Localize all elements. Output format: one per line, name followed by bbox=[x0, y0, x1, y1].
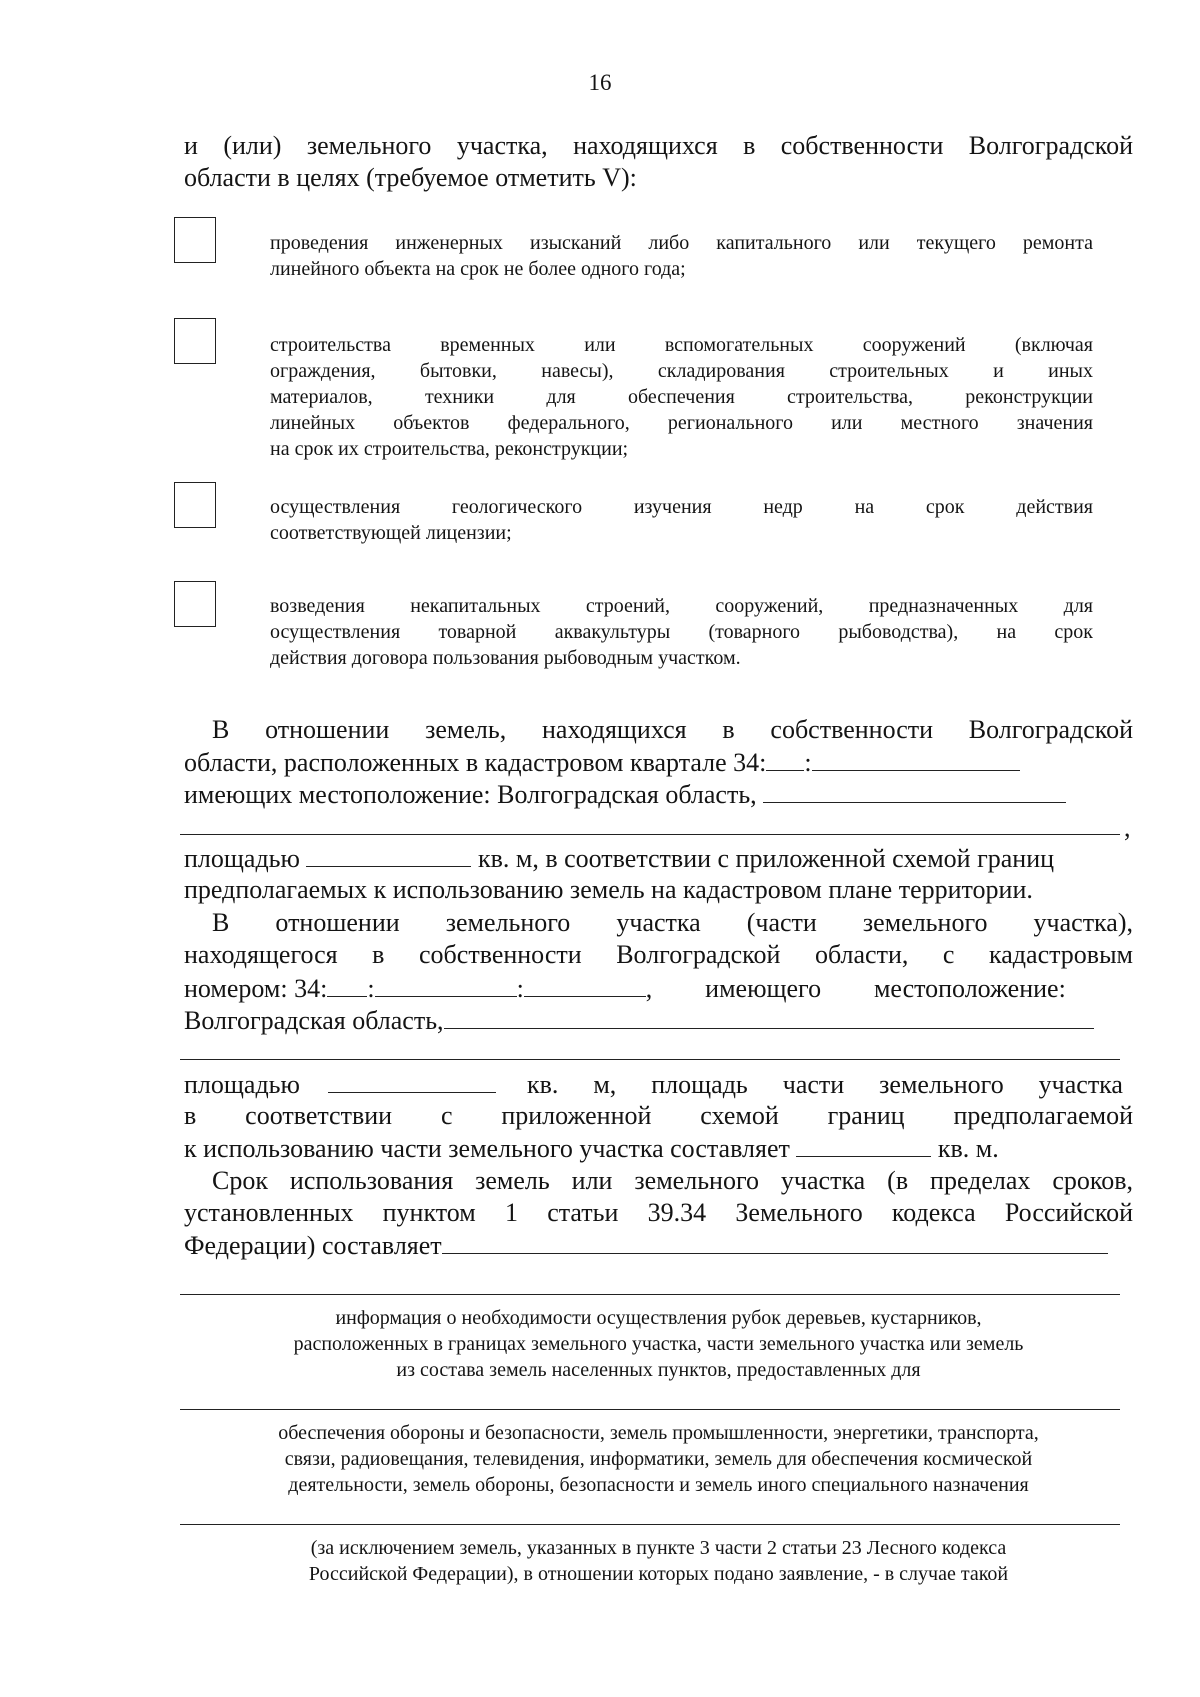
location-field-2[interactable] bbox=[180, 834, 1120, 835]
intro-line-2: области в целях (требуемое отметить V): bbox=[184, 163, 637, 192]
quarter-colon: : bbox=[804, 748, 812, 777]
section2-location-field-1[interactable] bbox=[444, 1004, 1094, 1029]
section2-line-2: находящегося в собственности Волгоградской области, с кадастровым bbox=[184, 940, 1133, 969]
footnote-block-3 bbox=[184, 1535, 1133, 1587]
section2-line-7 bbox=[184, 1132, 1133, 1165]
option-3-line-1: осуществления геологического изучения недр на срок действия bbox=[270, 496, 1093, 518]
purpose-option-4 bbox=[270, 593, 1093, 671]
footnote-1-line-3: из состава земель населенных пунктов, предоставленных для bbox=[396, 1359, 921, 1381]
option-1-line-1: проведения инженерных изысканий либо капитального или текущего ремонта bbox=[270, 232, 1093, 254]
quarter-field-2[interactable] bbox=[812, 746, 1020, 771]
option-3-line-2: соответствующей лицензии; bbox=[270, 522, 512, 544]
page-number: 16 bbox=[588, 70, 612, 95]
footnote-3-line-1: (за исключением земель, указанных в пункте 3 части 2 статьи 23 Лесного кодекса bbox=[310, 1537, 1007, 1559]
section2-unit: кв. м. bbox=[937, 1134, 999, 1163]
section2-part-area-label: кв. м, площадь части земельного участка bbox=[526, 1070, 1123, 1099]
cadastral-colon-1: : bbox=[367, 974, 375, 1003]
section2-part-area-field[interactable] bbox=[796, 1132, 931, 1157]
section2-location-field-2[interactable] bbox=[180, 1059, 1120, 1060]
section2-area-field[interactable] bbox=[328, 1068, 496, 1093]
section1-location-label: имеющих местоположение: Волгоградская область, bbox=[184, 780, 757, 809]
section2-line-5 bbox=[184, 1068, 1133, 1101]
option-4-line-3: действия договора пользования рыбоводным участком. bbox=[270, 647, 741, 669]
purpose-checkbox-4[interactable] bbox=[174, 581, 216, 627]
purpose-checkbox-3[interactable] bbox=[174, 482, 216, 528]
footnote-3-line-2: Российской Федерации), в отношении которых подано заявление, - в случае такой bbox=[308, 1563, 1009, 1585]
section2-region-label: Волгоградская область, bbox=[184, 1006, 444, 1035]
option-2-line-2: ограждения, бытовки, навесы), складирования строительных и иных bbox=[270, 360, 1093, 382]
section2-line-4 bbox=[184, 1004, 1133, 1037]
option-2-line-4: линейных объектов федерального, регионального или местного значения bbox=[270, 412, 1093, 434]
section2-area-label: площадью bbox=[184, 1070, 300, 1099]
section2-line-1: В отношении земельного участка (части земельного участка), bbox=[212, 908, 1133, 937]
section1-line-6: предполагаемых к использованию земель на кадастровом плане территории. bbox=[184, 875, 1033, 904]
section1-line-1: В отношении земель, находящихся в собственности Волгоградской bbox=[212, 715, 1133, 744]
section3-line-3 bbox=[184, 1229, 1133, 1262]
cadastral-field-1[interactable] bbox=[327, 972, 367, 997]
purpose-checkbox-1[interactable] bbox=[174, 217, 216, 263]
section2-part-label: к использованию части земельного участка составляет bbox=[184, 1134, 790, 1163]
option-4-line-1: возведения некапитальных строений, сооружений, предназначенных для bbox=[270, 595, 1093, 617]
purpose-option-2 bbox=[270, 332, 1093, 462]
info-line-3[interactable] bbox=[180, 1524, 1120, 1525]
section2-line-3 bbox=[184, 972, 1133, 1005]
location-comma: , bbox=[1124, 813, 1131, 842]
section3-line-1: Срок использования земель или земельного участка (в пределах сроков, bbox=[212, 1166, 1133, 1195]
term-field[interactable] bbox=[442, 1229, 1108, 1254]
section1-quarter-label: области, расположенных в кадастровом квартале 34: bbox=[184, 748, 767, 777]
section1-area-rest: кв. м, в соответствии с приложенной схемой границ bbox=[477, 844, 1055, 873]
info-line-1[interactable] bbox=[180, 1294, 1120, 1295]
option-4-line-2: осуществления товарной аквакультуры (товарного рыбоводства), на срок bbox=[270, 621, 1093, 643]
area-field[interactable] bbox=[306, 842, 471, 867]
quarter-field-1[interactable] bbox=[766, 746, 804, 771]
footnote-block-2 bbox=[184, 1420, 1133, 1498]
location-field-1[interactable] bbox=[763, 778, 1066, 803]
cadastral-field-2[interactable] bbox=[375, 972, 517, 997]
footnote-1-line-1: информация о необходимости осуществления рубок деревьев, кустарников, bbox=[335, 1307, 982, 1329]
option-2-line-3: материалов, техники для обеспечения строительства, реконструкции bbox=[270, 386, 1093, 408]
section3-line-2: установленных пунктом 1 статьи 39.34 Земельного кодекса Российской bbox=[184, 1198, 1133, 1227]
purpose-option-1 bbox=[270, 230, 1093, 282]
intro-line-1: и (или) земельного участка, находящихся в собственности Волгоградской bbox=[184, 131, 1133, 160]
section1-line-3 bbox=[184, 778, 1133, 811]
section2-location-label: , имеющего местоположение: bbox=[645, 974, 1066, 1003]
section1-line-5 bbox=[184, 842, 1133, 875]
purpose-checkbox-2[interactable] bbox=[174, 318, 216, 364]
cadastral-field-3[interactable] bbox=[524, 972, 646, 997]
section1-area-label: площадью bbox=[184, 844, 300, 873]
footnote-2-line-2: связи, радиовещания, телевидения, информатики, земель для обеспечения космической bbox=[284, 1448, 1033, 1470]
purpose-option-3 bbox=[270, 494, 1093, 546]
section1-line-2 bbox=[184, 746, 1133, 779]
info-line-2[interactable] bbox=[180, 1409, 1120, 1410]
section2-line-6: в соответствии с приложенной схемой границ предполагаемой bbox=[184, 1101, 1133, 1130]
option-2-line-5: на срок их строительства, реконструкции; bbox=[270, 438, 629, 460]
cadastral-colon-2: : bbox=[516, 974, 524, 1003]
footnote-2-line-3: деятельности, земель обороны, безопасности и земель иного специального назначения bbox=[288, 1474, 1029, 1496]
footnote-1-line-2: расположенных в границах земельного участка, части земельного участка или земель bbox=[293, 1333, 1024, 1355]
option-1-line-2: линейного объекта на срок не более одного года; bbox=[270, 258, 686, 280]
option-2-line-1: строительства временных или вспомогательных сооружений (включая bbox=[270, 334, 1093, 356]
footnote-block-1 bbox=[184, 1305, 1133, 1383]
footnote-2-line-1: обеспечения обороны и безопасности, земель промышленности, энергетики, транспорта, bbox=[278, 1422, 1039, 1444]
cadastral-label: номером: 34: bbox=[184, 974, 328, 1003]
section3-term-label: Федерации) составляет bbox=[184, 1231, 442, 1260]
